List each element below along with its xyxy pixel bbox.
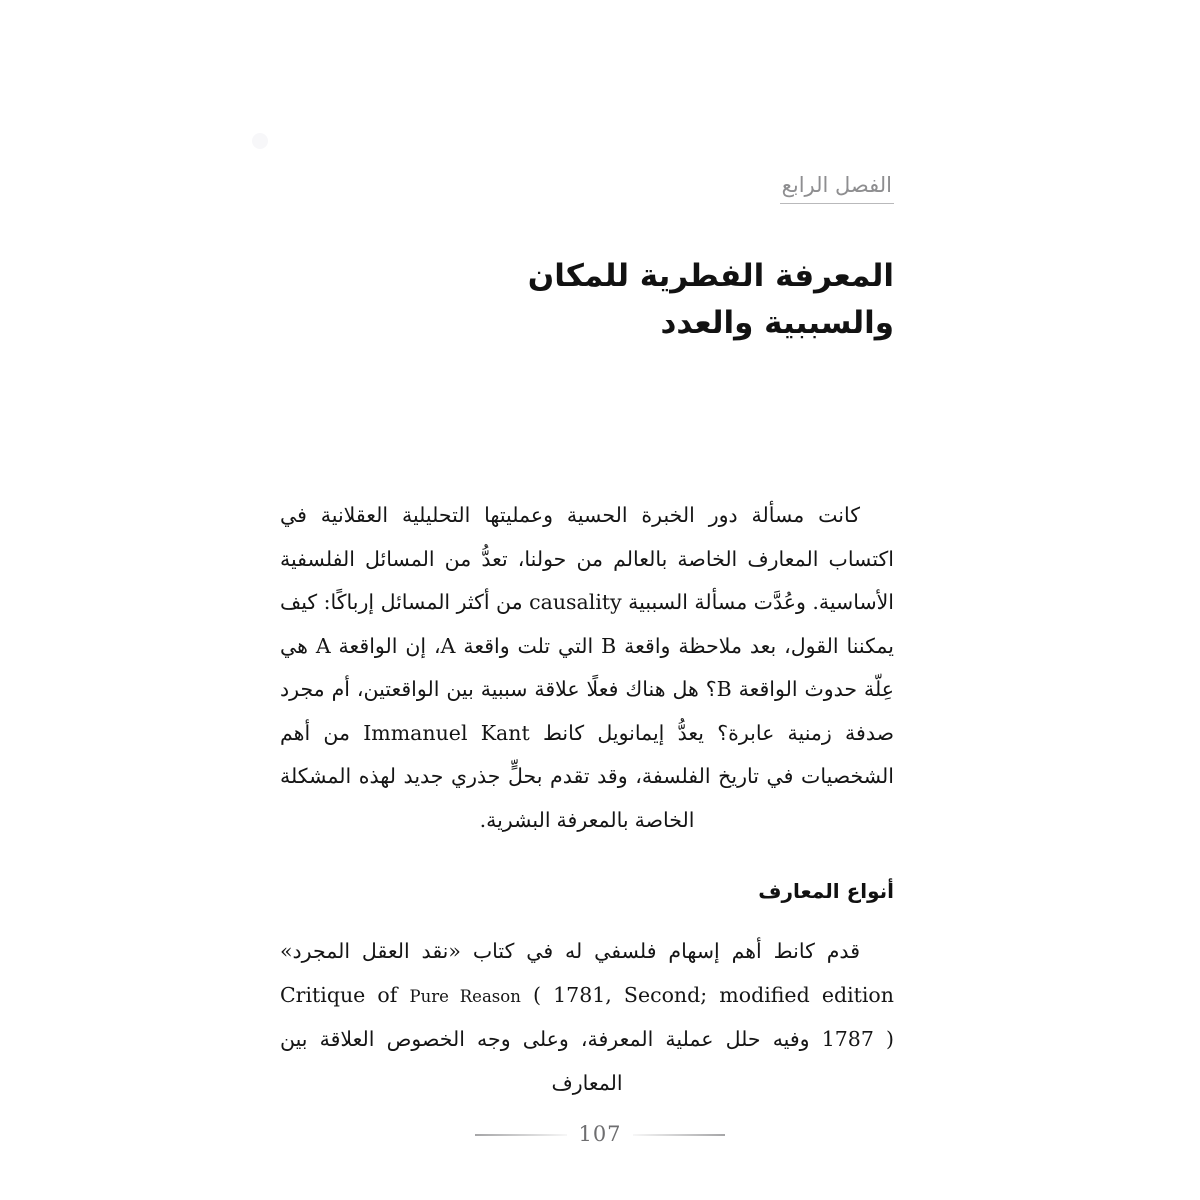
chapter-eyebrow	[780, 172, 894, 204]
page-footer	[0, 1124, 1200, 1145]
para2-segment-2	[521, 983, 533, 1007]
para1-term-causality: causality	[529, 590, 622, 614]
para1-segment-5: هي عِلّة حدوث الواقعة	[280, 633, 894, 701]
para1-segment-6: ؟ هل هناك فعلًا علاقة سببية بين الواقعتين، أم مجرد صدفة زمنية عابرة؟ يعدُّ إيمانويل كانط	[280, 677, 894, 745]
para2-segment-3: وفيه حلل عملية المعرفة، وعلى وجه الخصوص العلاقة بين المعارف	[280, 1027, 822, 1095]
para1-event-a-second: A	[315, 633, 331, 658]
para1-segment-4: ، إن الواقعة	[330, 633, 441, 658]
scan-artifact-speck	[252, 133, 268, 149]
section-subheading: أنواع المعارف	[758, 879, 894, 903]
para1-segment-2: من أكثر المسائل إرباكًا: كيف يمكننا القول، بعد ملاحظة واقعة	[280, 590, 894, 658]
chapter-title	[280, 253, 894, 347]
para1-event-a-first: A	[440, 633, 456, 658]
body-text-block	[280, 494, 894, 1105]
footer-rule-right	[475, 1133, 567, 1137]
para2-book-title-critique: Critique of	[280, 982, 398, 1007]
para1-segment-1: كانت مسألة دور الخبرة الحسية وعمليتها التحليلية العقلانية في اكتساب المعارف الخاصة بالعالم من حولنا، تعدُّ من المسائل الفلسفية الأساسية. وعُدَّت مسألة السببية	[280, 503, 895, 614]
para2-segment-1: قدم كانط أهم إسهام فلسفي له في كتاب «نقد العقل المجرد»	[280, 939, 860, 963]
page-content-column	[280, 0, 894, 1200]
paragraph-intro	[280, 494, 894, 842]
page-number: 107	[578, 1122, 622, 1146]
para2-book-title-pure-reason: Pure Reason	[409, 986, 521, 1006]
para1-segment-7: من أهم الشخصيات في تاريخ الفلسفة، وقد تقدم بحلٍّ جذري جديد لهذه المشكلة الخاصة بالمعرفة البشرية.	[280, 720, 894, 832]
chapter-eyebrow-label: الفصل الرابع	[780, 172, 894, 204]
para1-name-immanuel-kant: Immanuel Kant	[363, 720, 530, 745]
chapter-title-line-1: المعرفة الفطرية للمكان	[527, 257, 894, 294]
chapter-title-line-2: والسببية والعدد	[660, 304, 894, 341]
para1-event-b-first: B	[601, 633, 617, 658]
para2-edition-info: ( 1781, Second; modified edition 1787 )	[532, 982, 894, 1051]
paragraph-kant-book	[280, 930, 894, 1105]
footer-rule-left	[633, 1133, 725, 1137]
para1-event-b-second: B	[716, 677, 732, 701]
para1-segment-3: التي تلت واقعة	[455, 633, 602, 658]
